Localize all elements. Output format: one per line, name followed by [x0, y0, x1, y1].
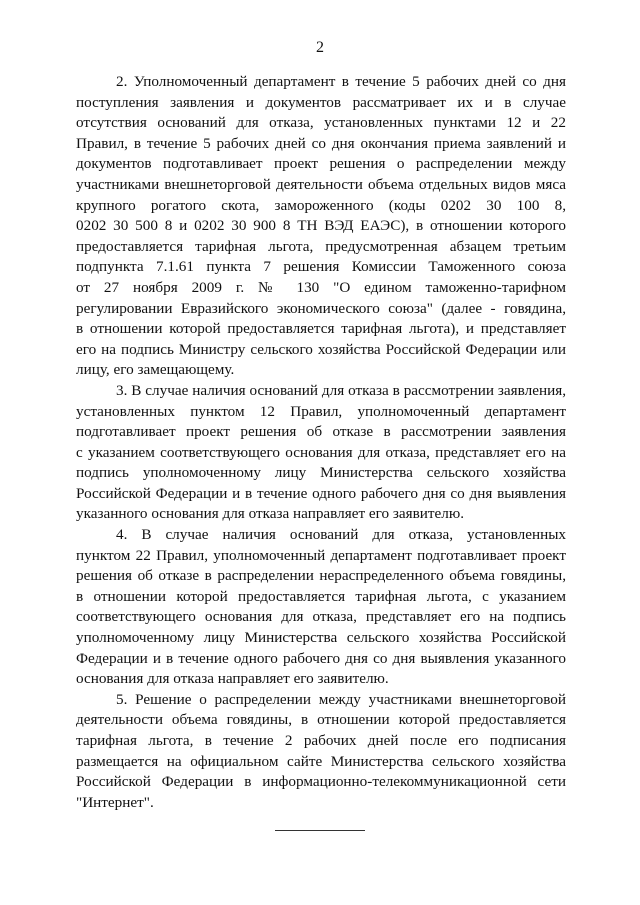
text-line: уполномоченному лицу Министерства сельского хозяйства Российской — [76, 629, 566, 647]
text-line: 3. В случае наличия оснований для отказа в рассмотрении заявления, — [116, 381, 566, 399]
text-line: отсутствия оснований для отказа, установленных пунктами 12 и 22 — [76, 114, 566, 132]
document-body — [76, 72, 566, 813]
text-line: основания для отказа направляет его заявителю. — [76, 670, 389, 688]
end-separator-line — [275, 830, 365, 831]
text-line: подпункта 7.1.61 пункта 7 решения Комиссии Таможенного союза — [76, 258, 566, 276]
text-line: 0202 30 500 8 и 0202 30 900 8 ТН ВЭД ЕАЭС), в отношении которого — [76, 217, 566, 235]
text-line: решения об отказе в распределении нераспределенного объема говядины, — [76, 567, 566, 585]
text-line: регулировании Евразийского экономического союза" (далее - говядина, — [76, 299, 566, 317]
text-line: Российской Федерации и в течение одного рабочего дня со дня выявления — [76, 484, 566, 502]
text-line: в отношении которой предоставляется тарифная льгота, с указанием — [76, 587, 566, 605]
text-line: предоставляется тарифная льгота, предусмотренная абзацем третьим — [76, 237, 566, 255]
text-line: Российской Федерации в информационно-телекоммуникационной сети — [76, 773, 566, 791]
text-line: лицу, его замещающему. — [76, 361, 235, 379]
text-line: его на подпись Министру сельского хозяйства Российской Федерации или — [76, 340, 566, 358]
text-line: крупного рогатого скота, замороженного (коды 0202 30 100 8, — [76, 196, 566, 214]
text-line: от 27 ноября 2009 г. № 130 "О едином таможенно-тарифном — [76, 278, 566, 296]
text-line: в отношении которой предоставляется тарифная льгота), и представляет — [76, 320, 566, 338]
text-line: указанного основания для отказа направляет его заявителю. — [76, 505, 464, 523]
text-line: соответствующего основания для отказа, представляет его на подпись — [76, 608, 566, 626]
text-line: поступления заявления и документов рассматривает их и в случае — [76, 93, 566, 111]
text-line: участниками внешнеторговой деятельности объема отдельных видов мяса — [76, 175, 566, 193]
paragraph-4 — [76, 525, 566, 690]
text-line: пунктом 22 Правил, уполномоченный департамент подготавливает проект — [76, 546, 566, 564]
text-line: "Интернет". — [76, 793, 154, 811]
text-line: деятельности объема говядины, в отношении которой предоставляется — [76, 711, 566, 729]
text-line: 5. Решение о распределении между участниками внешнеторговой — [116, 690, 566, 708]
text-line: подпись уполномоченному лицу Министерства сельского хозяйства — [76, 464, 566, 482]
text-line: подготавливает проект решения об отказе в рассмотрении заявления — [76, 423, 566, 441]
text-line: 4. В случае наличия оснований для отказа, установленных — [116, 526, 566, 544]
text-line: установленных пунктом 12 Правил, уполномоченный департамент — [76, 402, 566, 420]
text-line: тарифная льгота, в течение 2 рабочих дней после его подписания — [76, 732, 566, 749]
paragraph-5 — [76, 690, 566, 814]
text-line: размещается на официальном сайте Министерства сельского хозяйства — [76, 752, 566, 770]
text-line: Правил, в течение 5 рабочих дней со дня окончания приема заявлений и — [76, 134, 566, 152]
paragraph-3 — [76, 381, 566, 525]
text-line: документов подготавливает проект решения о распределении между — [76, 155, 566, 173]
page-number: 2 — [316, 39, 324, 56]
paragraph-2 — [76, 72, 566, 381]
text-line: 2. Уполномоченный департамент в течение 5 рабочих дней со дня — [116, 73, 566, 90]
text-line: с указанием соответствующего основания для отказа, представляет его на — [76, 443, 566, 461]
text-line: Федерации и в течение одного рабочего дня со дня выявления указанного — [76, 649, 566, 667]
